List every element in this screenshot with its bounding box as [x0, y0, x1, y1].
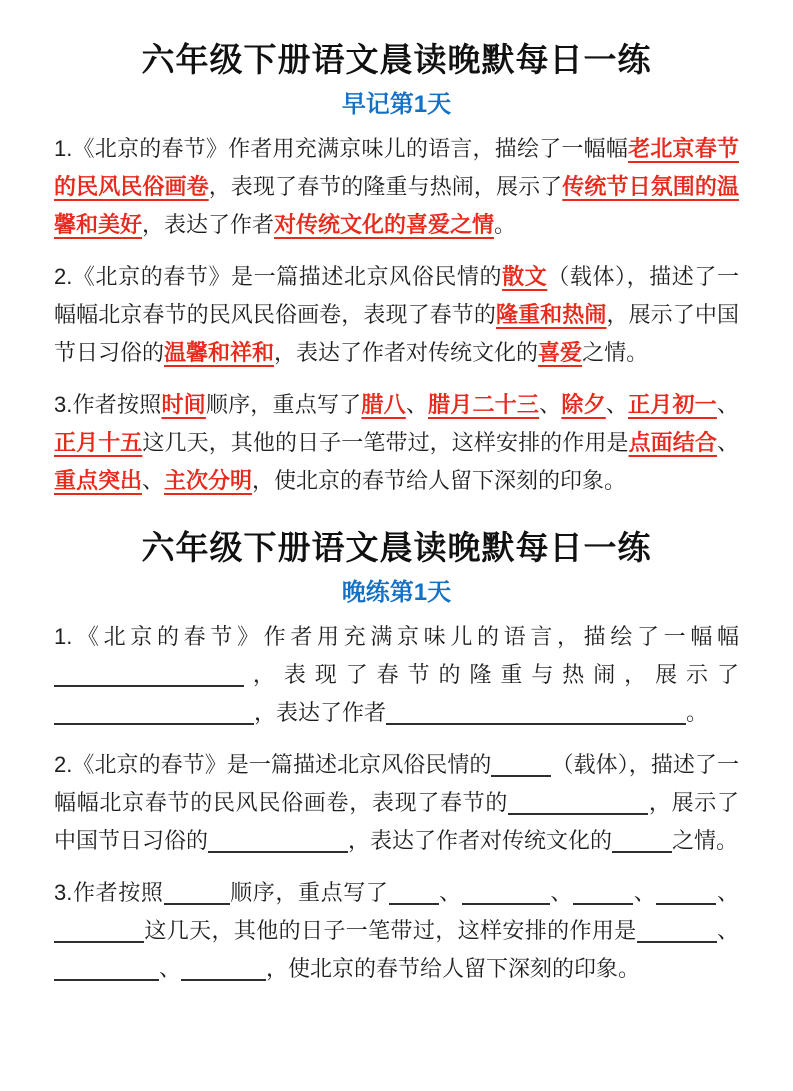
fill-in-blank: [573, 898, 633, 905]
body-text: 、: [633, 880, 657, 905]
fill-in-blank: [208, 846, 348, 853]
answer-text: 老北京春节的民风民俗画卷: [54, 136, 739, 199]
answer-text: 腊八: [361, 392, 406, 417]
document-title-repeat: 六年级下册语文晨读晚默每日一练: [141, 529, 652, 566]
question-paragraph-1: [54, 130, 739, 244]
fill-in-blank: [181, 974, 266, 981]
question-paragraph-2: [54, 258, 739, 372]
answer-text: 重点突出: [54, 468, 143, 493]
body-text: 之情。: [582, 340, 649, 365]
fill-in-blank: [54, 936, 144, 943]
fill-in-paragraph-1: [54, 618, 739, 732]
body-text: 2.《北京的春节》是一篇描述北京风俗民情的: [54, 752, 492, 777]
body-text: ，表达了作者对传统文化的: [348, 828, 613, 853]
body-text: 、: [716, 392, 739, 417]
answer-text: 正月十五: [54, 430, 143, 455]
body-text: 、: [438, 880, 462, 905]
body-text: 。: [686, 700, 709, 725]
body-text: 、: [159, 956, 182, 981]
body-text: 、: [405, 392, 429, 417]
fill-in-blank: [612, 846, 672, 853]
answer-text: 隆重和热闹: [495, 302, 607, 327]
body-text: ，表达了作者: [142, 212, 275, 237]
body-text: ，表现了春节的隆重与热闹，展示了: [208, 174, 563, 199]
body-text: 、: [605, 392, 629, 417]
answer-text: 腊月二十三: [428, 392, 540, 417]
body-text: ，使北京的春节给人留下深刻的印象。: [266, 956, 641, 981]
section-evening-practice: [54, 526, 739, 988]
fill-in-blank: [491, 770, 551, 777]
answer-text: 对传统文化的喜爱之情: [274, 212, 495, 237]
body-text: 、: [716, 880, 739, 905]
body-text: 3.作者按照: [54, 392, 162, 417]
day-label-evening: 晚练第1天: [341, 579, 452, 606]
body-text: 之情。: [672, 828, 739, 853]
body-text: 这几天，其他的日子一笔带过，这样安排的作用是: [144, 918, 637, 943]
fill-in-blank: [637, 936, 717, 943]
fill-in-blank: [508, 808, 648, 815]
body-text: 1.《北京的春节》作者用充满京味儿的语言，描绘了一幅幅: [54, 624, 739, 649]
answer-text: 传统节日氛围的温馨和美好: [54, 174, 739, 237]
body-text: 顺序，重点写了: [205, 392, 362, 417]
fill-in-blank: [164, 898, 230, 905]
body-text: 、: [142, 468, 165, 493]
fill-in-blank: [54, 680, 244, 687]
section-morning-memorize: [54, 38, 739, 500]
body-text: ，表达了作者对传统文化的: [274, 340, 539, 365]
body-text: ，展示了中国节日习俗的: [54, 302, 739, 365]
fill-in-blank: [389, 898, 439, 905]
fill-in-blank: [54, 718, 254, 725]
fill-in-paragraph-2: [54, 746, 739, 860]
body-text: 。: [494, 212, 517, 237]
body-text: （载体），描述了一幅幅北京春节的民风民俗画卷，表现了春节的: [54, 264, 739, 327]
body-text: 3.作者按照: [54, 880, 164, 905]
answer-text: 除夕: [561, 392, 606, 417]
fill-in-blank: [54, 974, 159, 981]
body-text: 顺序，重点写了: [229, 880, 389, 905]
question-paragraph-3: [54, 386, 739, 500]
document-title: 六年级下册语文晨读晚默每日一练: [141, 41, 652, 78]
fill-in-blank: [462, 898, 550, 905]
fill-in-blank: [386, 718, 686, 725]
body-text: 、: [549, 880, 574, 905]
answer-text: 时间: [161, 392, 206, 417]
body-text: 1.《北京的春节》作者用充满京味儿的语言，描绘了一幅幅: [54, 136, 629, 161]
body-text: 、: [716, 918, 739, 943]
body-text: 、: [716, 430, 739, 455]
answer-text: 点面结合: [628, 430, 717, 455]
fill-in-blank: [656, 898, 716, 905]
answer-text: 喜爱: [538, 340, 583, 365]
body-text: ，表现了春节的隆重与热闹，展示了: [244, 662, 739, 687]
body-text: （载体），描述了一幅幅北京春节的民风民俗画卷，表现了春节的: [54, 752, 739, 815]
body-text: 这几天，其他的日子一笔带过，这样安排的作用是: [142, 430, 629, 455]
body-text: ，展示了中国节日习俗的: [54, 790, 739, 853]
answer-text: 温馨和祥和: [164, 340, 275, 365]
body-text: 2.《北京的春节》是一篇描述北京风俗民情的: [54, 264, 503, 289]
body-text: ，使北京的春节给人留下深刻的印象。: [252, 468, 627, 493]
day-label-morning: 早记第1天: [341, 91, 452, 118]
answer-text: 散文: [502, 264, 548, 289]
fill-in-paragraph-3: [54, 874, 739, 988]
body-text: 、: [539, 392, 562, 417]
answer-text: 主次分明: [164, 468, 253, 493]
body-text: ，表达了作者: [254, 700, 387, 725]
answer-text: 正月初一: [628, 392, 717, 417]
